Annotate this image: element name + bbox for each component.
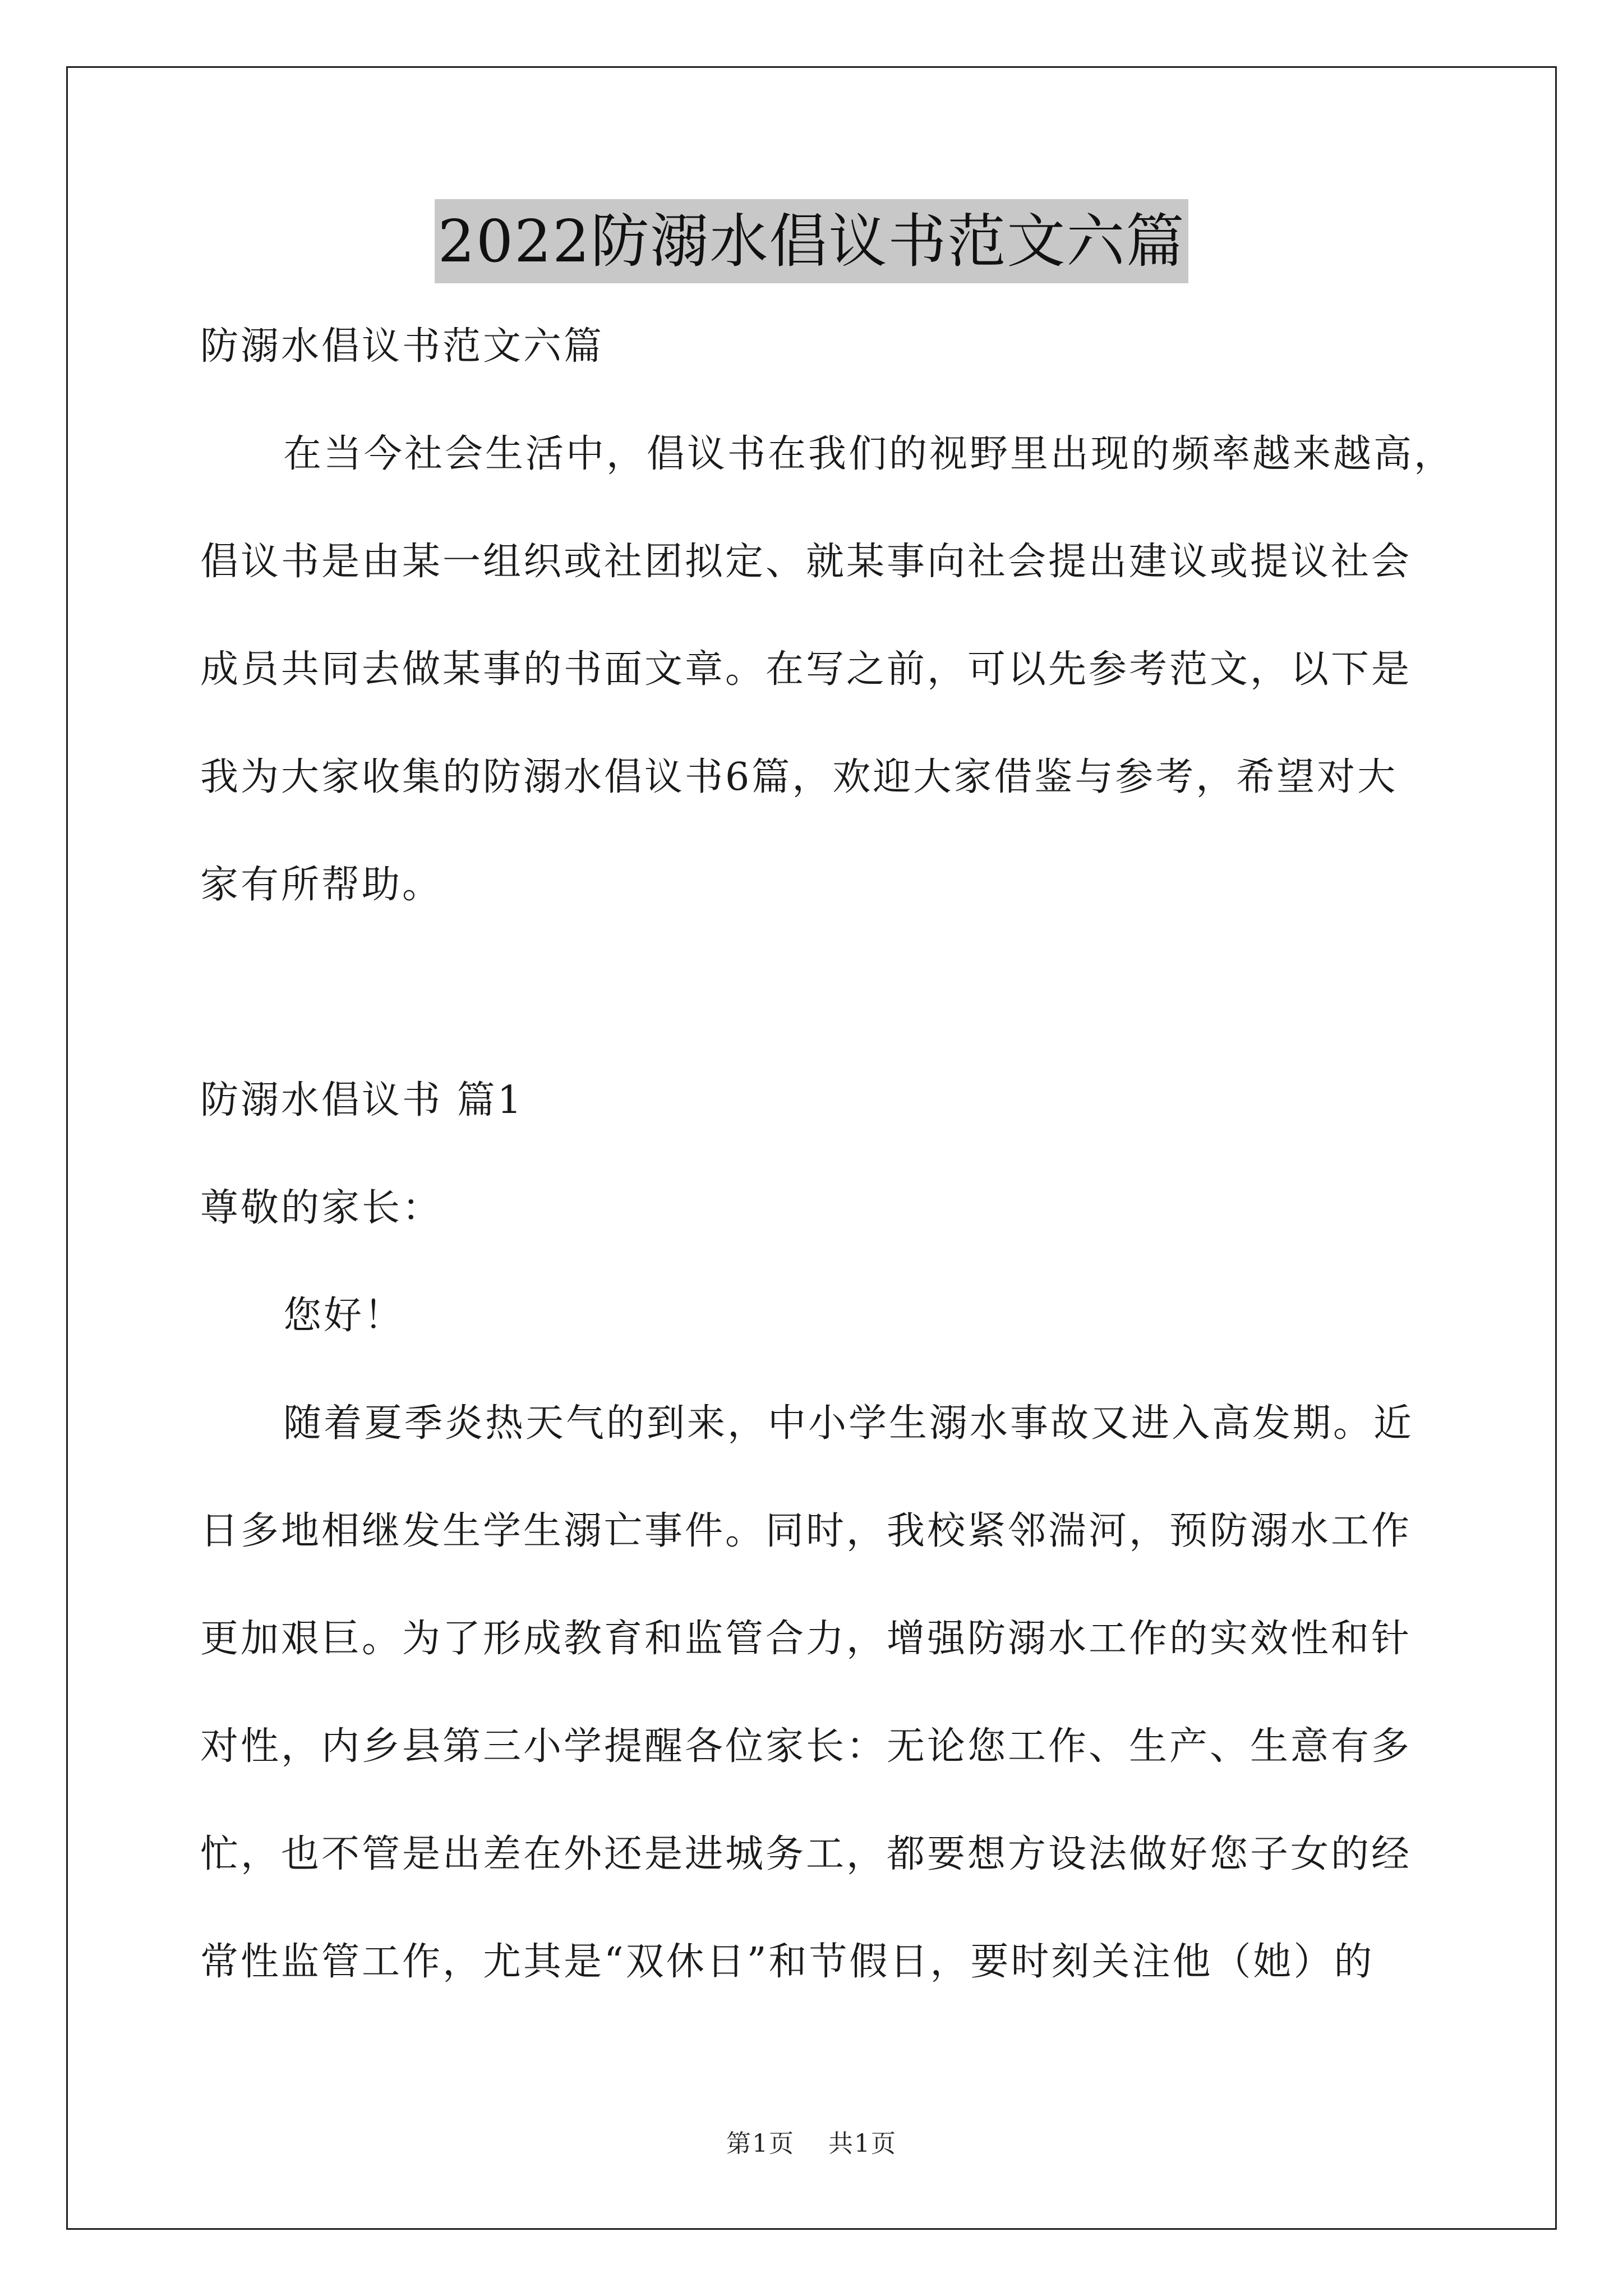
body-paragraph bbox=[200, 1397, 1434, 1989]
intro-line: 在当今社会生活中，倡议书在我们的视野里出现的频率越来越高， bbox=[283, 432, 1455, 476]
page-total: 共1页 bbox=[828, 2129, 897, 2158]
greeting: 您好！ bbox=[283, 1294, 405, 1338]
body-line: 对性，内乡县第三小学提醒各位家长：无论您工作、生产、生意有多 bbox=[200, 1724, 1412, 1769]
body-line: 更加艰巨。为了形成教育和监管合力，增强防溺水工作的实效性和针 bbox=[200, 1617, 1412, 1661]
page-footer bbox=[0, 2123, 1623, 2159]
page-number: 第1页 bbox=[726, 2129, 795, 2158]
intro-line: 成员共同去做某事的书面文章。在写之前，可以先参考范文，以下是 bbox=[200, 647, 1412, 692]
intro-paragraph bbox=[200, 427, 1455, 912]
body-line: 忙，也不管是出差在外还是进城务工，都要想方设法做好您子女的经 bbox=[200, 1832, 1412, 1876]
intro-line: 我为大家收集的防溺水倡议书6篇，欢迎大家借鉴与参考，希望对大 bbox=[200, 755, 1398, 799]
section-spacer bbox=[200, 966, 1434, 1074]
document-title: 2022防溺水倡议书范文六篇 bbox=[435, 199, 1189, 283]
intro-line: 家有所帮助。 bbox=[200, 863, 443, 907]
section-heading: 防溺水倡议书 篇1 bbox=[200, 1078, 524, 1122]
body-line: 日多地相继发生学生溺亡事件。同时，我校紧邻湍河，预防溺水工作 bbox=[200, 1509, 1412, 1553]
body-line: 常性监管工作，尤其是“双休日”和节假日，要时刻关注他（她）的 bbox=[200, 1940, 1375, 1984]
body-line: 随着夏季炎热天气的到来，中小学生溺水事故又进入高发期。近 bbox=[283, 1401, 1414, 1446]
intro-line: 倡议书是由某一组织或社团拟定、就某事向社会提出建议或提议社会 bbox=[200, 540, 1412, 584]
document-body bbox=[200, 320, 1455, 2043]
title-container bbox=[0, 199, 1623, 283]
salutation: 尊敬的家长： bbox=[200, 1186, 443, 1230]
document-subtitle: 防溺水倡议书范文六篇 bbox=[200, 324, 605, 369]
